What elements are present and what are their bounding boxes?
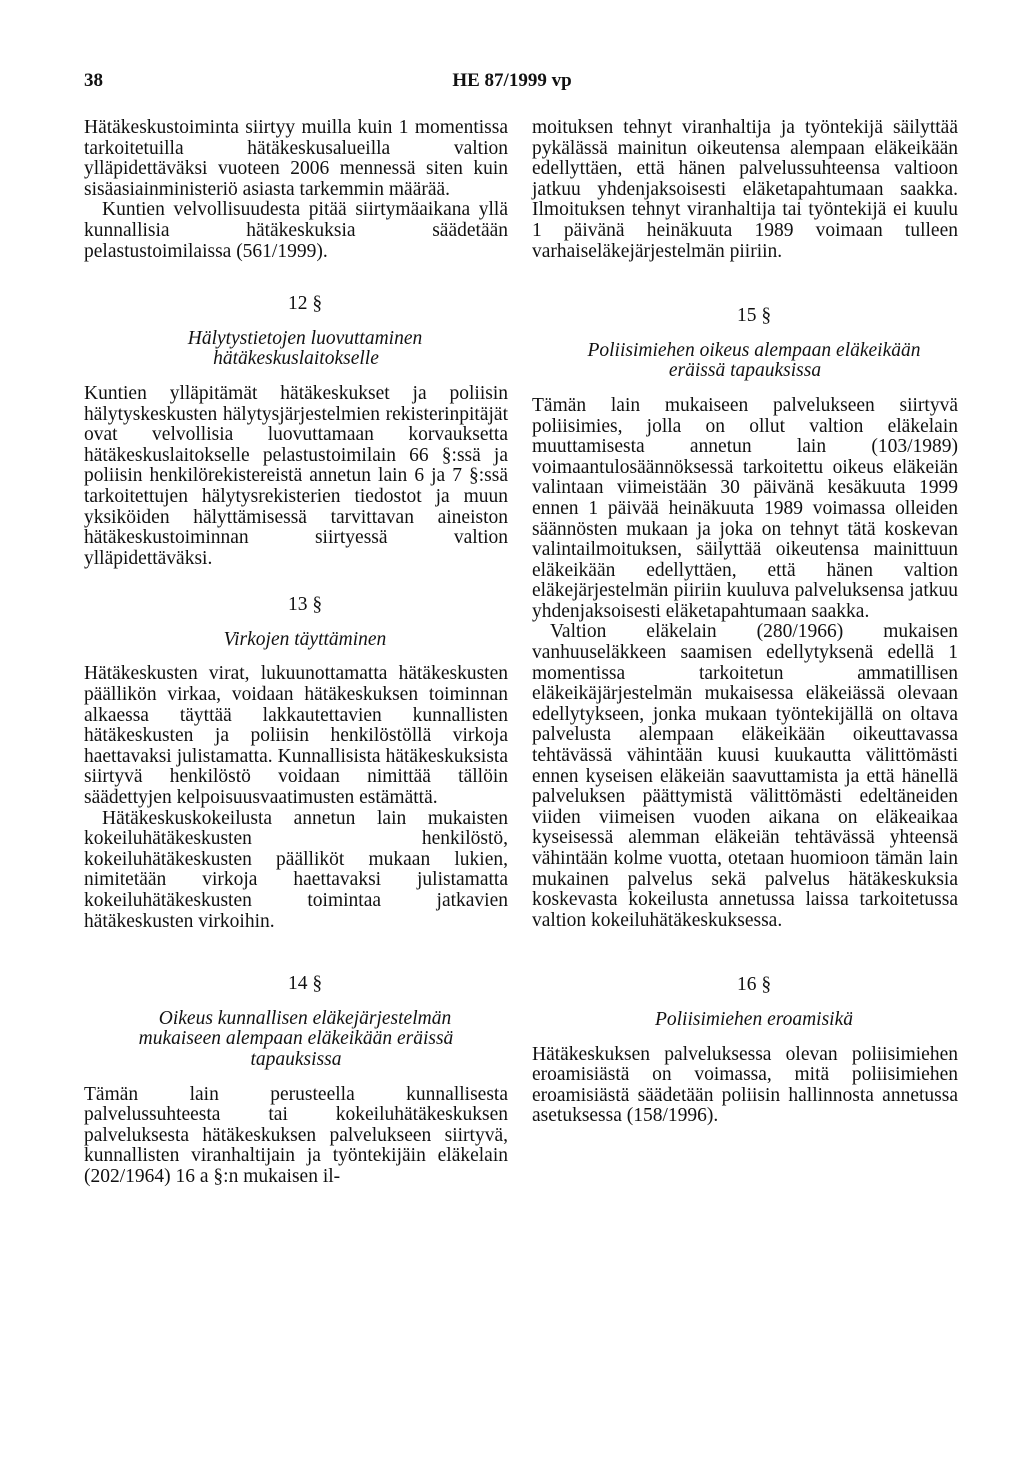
intro-paragraph-1: Hätäkeskustoiminta siirtyy muilla kuin 1 momentissa tarkoitetuilla hätäkeskusalueilla valtion ylläpidettäväksi vuoteen 2006 mennessä siten kuin sisäasiainministeriö asiasta tarkemmin määrää.: [84, 117, 508, 200]
section-13-title: Virkojen täyttäminen: [223, 628, 387, 650]
section-16-title: Poliisimiehen eroamisikä: [654, 1008, 854, 1030]
section-12-title: Hälytystietojen luovuttaminen hätäkeskuslaitokselle: [187, 327, 423, 370]
continuation-paragraph: moituksen tehnyt viranhaltija ja työntekijä säilyttää pykälässä mainitun oikeutensa alempaan eläkeikään edellyttäen, että hänen palvelussuhteensa valtioon jatkuu yhdenjaksoisesti eläketapahtumaan saakka. Ilmoituksen tehnyt viranhaltija tai työntekijä ei kuulu 1 päivänä heinäkuuta 1989 voimaan tulleen varhaiseläkejärjestelmän piiriin.: [532, 117, 958, 262]
section-14-number: 14 §: [287, 973, 323, 995]
section-15-paragraph-2: Valtion eläkelain (280/1966) mukaisen vanhuuseläkkeen saamisen edellytyksenä edellä 1 momentissa tarkoitetun ammatillisen eläkeikäjärjestelmän mukaisessa eläkeiässä olevaan edellytykseen, jonka mukaan työntekijällä on oltava palvelusta alempaan eläkeikään oikeuttavassa tehtävässä vähintään kuusi kuukautta välittömästi ennen kyseisen eläkeiän saavuttamista ja että hänellä palveluksen päättymistä välittömästi edeltäneiden viiden viimeisen vuoden aikana on eläkeaikaa kyseisessä alemman eläkeiän tehtävässä yhteensä vähintään kolme vuotta, otetaan huomioon tämän lain mukainen palvelus sekä palvelus hätäkeskuksia koskevasta kokeilusta annetussa laissa tarkoitetussa valtion kokeiluhätäkeskuksessa.: [532, 621, 958, 931]
section-15-title: Poliisimiehen oikeus alempaan eläkeikään eräissä tapauksissa: [587, 339, 921, 382]
document-id: HE 87/1999 vp: [452, 70, 572, 91]
left-column: [84, 118, 508, 1188]
section-13-paragraph-1: Hätäkeskusten virat, lukuunottamatta hätäkeskusten päällikön virkaa, voidaan hätäkeskuksen toiminnan alkaessa täyttää lakkautettavien kunnallisten hätäkeskusten ja poliisin henkilöstöllä virkoja haettavaksi julistamatta. Kunnallisista hätäkeskuksista siirtyvä henkilöstö voidaan nimittää tällöin säädettyjen kelpoisuusvaatimusten estämättä.: [84, 663, 508, 809]
section-13-paragraph-2: Hätäkeskuskokeilusta annetun lain mukaisten kokeiluhätäkeskusten henkilöstö, kokeiluhätäkeskusten päälliköt mukaan lukien, nimitetään virkoja haettavaksi julistamatta kokeiluhätäkeskusten toimintaa jatkavien hätäkeskusten virkoihin.: [84, 807, 508, 932]
section-12-number: 12 §: [287, 293, 323, 315]
section-16-paragraph: Hätäkeskuksen palveluksessa olevan poliisimiehen eroamisiästä on voimassa, mitä poliisimiehen eroamisiästä säädetään poliisin hallinnosta annetussa asetuksessa (158/1996).: [532, 1043, 958, 1127]
section-14-title: Oikeus kunnallisen eläkejärjestelmän mukaiseen alempaan eläkeikään eräissä tapauksissa: [138, 1007, 454, 1070]
section-14-paragraph: Tämän lain perusteella kunnallisesta palvelussuhteesta tai kokeiluhätäkeskuksen palveluksesta hätäkeskuksen palvelukseen siirtyvä, kunnallisten viranhaltijain ja työntekijäin eläkelain (202/1964) 16 a §:n mukaisen il-: [84, 1083, 508, 1187]
page-number: 38: [84, 70, 103, 91]
section-12-paragraph: Kuntien ylläpitämät hätäkeskukset ja poliisin hälytyskeskusten hälytysjärjestelmien rekisterinpitäjät ovat velvollisia luovuttamaan korvauksetta hätäkeskuslaitokselle pelastustoimilain 66 §:ssä ja poliisin henkilörekistereistä annetun lain 6 ja 7 §:ssä tarkoitettujen hälytysrekisterien tiedostot ja muun yksiköiden hälyttämisessä tarvittavan aineiston hätäkeskustoiminnan siirtyessä valtion ylläpidettäväksi.: [84, 382, 508, 569]
section-13-number: 13 §: [287, 594, 323, 616]
section-16-number: 16 §: [736, 974, 772, 996]
intro-paragraph-2: Kuntien velvollisuudesta pitää siirtymäaikana yllä kunnallisia hätäkeskuksia säädetään pelastustoimilaissa (561/1999).: [84, 199, 508, 262]
section-15-number: 15 §: [736, 305, 772, 327]
right-column: [532, 118, 958, 1127]
section-15-paragraph-1: Tämän lain mukaiseen palvelukseen siirtyvä poliisimies, jolla on ollut valtion eläkelain muuttamisesta annetun lain (103/1989) voimaantulosäännöksessä tarkoitettu oikeus eläkeiän valintaan viimeistään 30 päivänä kesäkuuta 1999 ennen 1 päivää heinäkuuta 1989 voimassa olleiden säännösten mukaan ja joka on tehnyt tätä koskevan valintailmoituksen, säilyttää oikeutensa mainittuun eläkeikään edellyttäen, että hänen valtion eläkejärjestelmän piiriin kuuluva palveluksensa jatkuu yhdenjaksoisesti eläketapahtumaan saakka.: [532, 394, 958, 622]
